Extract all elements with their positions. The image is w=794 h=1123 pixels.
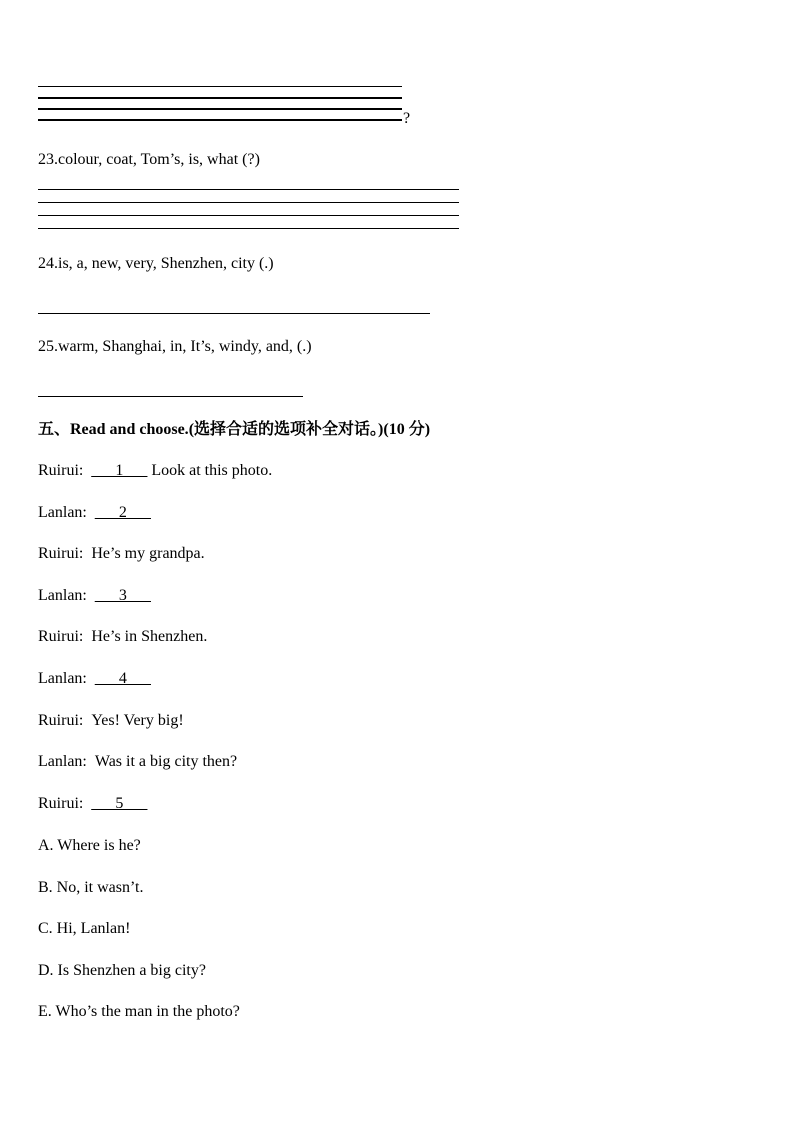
dialogue-line [38, 711, 184, 731]
answer-line [38, 215, 459, 216]
option-item: B. No, it wasn’t. [38, 878, 144, 896]
speaker-name: Lanlan: [38, 586, 95, 604]
section-title: 五、Read and choose. [38, 421, 189, 438]
answer-line [38, 313, 430, 314]
dialogue-text: Was it a big city then? [94, 753, 238, 771]
option-item: E. Who’s the man in the photo? [38, 1003, 240, 1021]
dialogue-text: Yes! Very big! [91, 711, 184, 729]
question-23: 23.colour, coat, Tom’s, is, what (?) [38, 151, 260, 168]
speaker-name: Ruirui: [38, 794, 92, 812]
speaker-name: Lanlan: [38, 503, 95, 521]
dialogue-line [38, 461, 272, 481]
answer-line [38, 97, 402, 99]
speaker-name: Ruirui: [38, 711, 92, 729]
dialogue-line [38, 586, 151, 606]
answer-line [38, 202, 459, 203]
answer-line [38, 228, 459, 229]
speaker-name: Ruirui: [38, 462, 92, 479]
speaker-name: Ruirui: [38, 545, 92, 563]
dialogue-text: Look at this photo. [147, 462, 273, 479]
answer-line [38, 108, 402, 110]
option-item: C. Hi, Lanlan! [38, 920, 131, 938]
dialogue-line [38, 627, 207, 647]
dialogue-text: He’s my grandpa. [91, 545, 205, 563]
speaker-name: Lanlan: [38, 670, 95, 687]
dialogue-line [38, 503, 151, 523]
answer-blank[interactable]: ___5___ [91, 794, 148, 812]
answer-line [38, 189, 459, 190]
dialogue-line [38, 794, 147, 814]
dialogue-line [38, 752, 237, 772]
option-item: D. Is Shenzhen a big city? [38, 961, 206, 979]
speaker-name: Ruirui: [38, 628, 92, 646]
answer-blank[interactable]: ___1___ [91, 462, 148, 479]
answer-line [38, 86, 402, 87]
answer-blank[interactable]: ___4___ [94, 670, 151, 687]
section-instruction: (选择合适的选项补全对话。) [188, 421, 384, 438]
answer-blank[interactable]: ___3___ [94, 586, 151, 604]
section-score: (10 分) [383, 421, 431, 438]
dialogue-line [38, 669, 151, 689]
question-25: 25.warm, Shanghai, in, It’s, windy, and, (.) [38, 338, 312, 355]
section-heading [38, 420, 430, 440]
answer-blank[interactable]: ___2___ [94, 503, 151, 521]
q22-end-mark: ? [403, 110, 411, 127]
option-item: A. Where is he? [38, 837, 141, 854]
question-24: 24.is, a, new, very, Shenzhen, city (.) [38, 255, 274, 272]
dialogue-line [38, 544, 205, 564]
speaker-name: Lanlan: [38, 753, 95, 771]
dialogue-text: He’s in Shenzhen. [91, 628, 208, 646]
answer-line [38, 119, 402, 121]
answer-line [38, 396, 303, 397]
